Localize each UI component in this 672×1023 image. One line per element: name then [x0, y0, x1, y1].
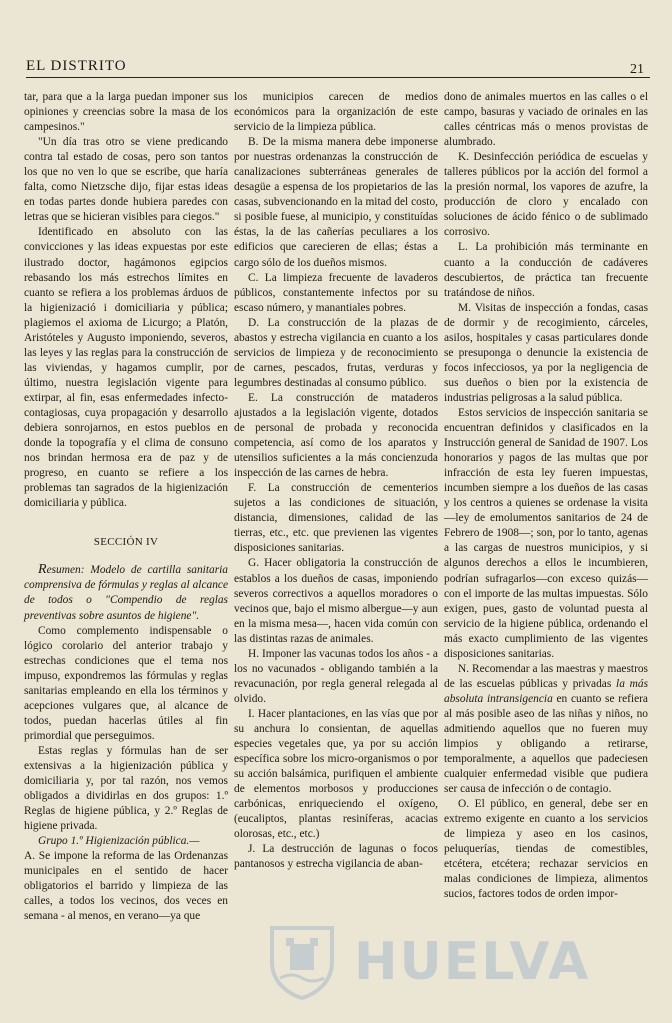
rule-item-n-text-end: en cuanto se refiera al más posible aseo de las niñas y niños, no admitiendo aquellos que no fueren muy limpios y obligando a retirarse, temporalmente, a aquellos que padeciesen cualquier enfermedad visible que pudiera ser causa de infección o de contagio. — [444, 692, 648, 796]
page-number: 21 — [630, 62, 644, 77]
section-heading: SECCIÓN IV — [93, 536, 159, 549]
rule-item-f: F. La construcción de cementerios sujetos a las condiciones de situación, distancia, dimensiones, calidad de las tierras, etc., etc. que previenen las vigentes disposiciones sanitarias. — [234, 482, 438, 555]
rule-item-g: G. Hacer obligatoria la construcción de establos a los dueños de casas, imponiendo severos correctivos a aquellos moradores o vecinos que, bajo el mismo albergue—y aun en la misma mesa—, hacen vida común con las distintas razas de animales. — [234, 557, 438, 645]
column-2 — [234, 90, 438, 872]
paragraph: "Un día tras otro se viene predicando contra tal estado de cosas, pero son tantos los que no ven lo que se escribe, que haría falta, como Nietzsche dijo, fijar estas ideas en todas partes donde hubiera paredes con letras que se hicieran visibles para ciegos." — [24, 136, 228, 224]
rule-item-k: K. Desinfección periódica de escuelas y talleres públicos por la acción del formol a la presión normal, los vapores de azufre, la producción de cloro y encalado con soluciones de ácido fénico o de sublimado corrosivo. — [444, 151, 648, 239]
rule-item-j: J. La destrucción de lagunas o focos pantanosos y estrecha vigilancia de aban- — [234, 843, 438, 871]
rule-item-a: A. Se impone la reforma de las Ordenanzas municipales en el sentido de hacer obligatorios el barrido y limpieza de las calles, a todos los vecinos, dos veces en semana - al menos, en verano—ya que — [24, 850, 228, 923]
header-rule — [26, 77, 650, 78]
summary-text: esumen: Modelo de cartilla sanitaria comprensiva de fórmulas y reglas al alcance de todos o "Compendio de reglas preventivas sobre asuntos de higiene". — [24, 564, 228, 622]
shield-icon — [266, 922, 338, 1000]
group-heading: Grupo 1.º Higienización pública.— — [38, 835, 200, 848]
paragraph: dono de animales muertos en las calles o el campo, basuras y vaciado de orinales en las calles céntricas más o menos provistas de alumbrado. — [444, 91, 648, 149]
column-1 — [24, 90, 228, 924]
page-header — [26, 56, 650, 78]
rule-item-i: I. Hacer plantaciones, en las vías que por su anchura lo consientan, de aquellas especies vegetales que, ya por su acción específica sobre los micro-organismos o por su acción balsámica, purifiquen el ambiente de elementos morbosos y producciones carbónicas, enriqueciendo el oxígeno, (eucaliptos, plantas resiníferas, acacias olorosas, etc., etc.) — [234, 707, 438, 841]
rule-item-n-text: N. Recomendar a las maestras y maestros de las escuelas públicas y privadas — [444, 662, 648, 690]
paragraph: los municipios carecen de medios económicos para la organización de este servicio de la limpieza pública. — [234, 91, 438, 134]
rule-item-h: H. Imponer las vacunas todos los años - a los no vacunados - obligando también a la revacunación, por regla general relegada al olvido. — [234, 647, 438, 705]
paragraph: Como complemento indispensable o lógico corolario del anterior trabajo y estrechas condiciones que el tema nos impuso, expondremos las fórmulas y reglas sanitarias empleando en ella los términos y acepciones vulgares que, al alcance de todos, puedan hacerlas útiles al fin primordial que perseguimos. — [24, 624, 228, 742]
rule-item-n — [444, 662, 648, 797]
journal-title: EL DISTRITO — [26, 58, 127, 74]
rule-item-c: C. La limpieza frecuente de lavaderos públicos, constantemente infectos por su escaso número, y manantiales pobres. — [234, 271, 438, 314]
rule-item-l: L. La prohibición más terminante en cuanto a la conducción de cadáveres descubiertos, de práctica tan frecuente tratándose de niños. — [444, 241, 648, 299]
archive-watermark — [266, 922, 626, 1002]
summary-initial: R — [38, 562, 47, 578]
summary-paragraph — [24, 562, 228, 623]
paragraph: Estas reglas y fórmulas han de ser extensivas a la higienización pública y domiciliaria y, por tal razón, nos vemos obligados a dividirlas en dos grupos: 1.º Reglas de higiene pública, y 2.º Reglas de higiene privada. — [24, 744, 228, 833]
rule-item-e: E. La construcción de mataderos ajustados a la legislación vigente, dotados de personal de probada y reconocida competencia, así como de los aparatos y utensilios suficientes a la más concienzuda inspección de las carnes de hebra. — [234, 391, 438, 480]
paragraph: Identificado en absoluto con las convicciones y las ideas expuestas por este ilustrado doctor, hagámonos egipcios rebasando los más estrechos límites en cuanto se refiera a los problemas árduos de la higienizació i domiciliaria y pública; plagiemos el axioma de Licurgo; a Platón, Aristóteles y Augusto imponiendo, severos, las leyes y las reglas para la construcción de las viviendas, y hagamos cumplir, por último, nuestra legislación vigente para extirpar, al fin, esas enfermedades infecto-contagiosas, cuya propagación y desarrollo debiera sonrojarnos, en estos pueblos en donde la topografía y el clima de consuno nos brindan hermosa era de paz y de progreso, en cuanto se refiere a los problemas tan sagrados de la higienización domiciliaria y pública. — [24, 226, 228, 510]
column-3 — [444, 90, 648, 903]
rule-item-n-emphasis: la más absoluta intransigencia — [444, 677, 649, 705]
rule-item-o: O. El público, en general, debe ser en extremo exigente en cuanto a los servicios de limpieza y aseo en los casinos, peluquerías, tiendas de comestibles, etcétera, etcétera; rechazar servicios en malas condiciones de limpieza, alimentos sucios, factores todos de orden impor- — [444, 798, 648, 901]
paragraph: Estos servicios de inspección sanitaria se encuentran definidos y clasificados en la Instrucción general de Sanidad de 1907. Los honorarios y pagos de las multas que por infracción de esta ley fueren impuestas, incumben siempre a los dueños de las casas y los centros a quienes se ordenase la visita—ley de emolumentos sanitarios de 24 de Febrero de 1908—; son, por lo tanto, agenas a las cargas de nuestros municipios, y si algunos derechos a ellos le incumbieren, podrían sufragarlos—con exceso quizás—con el importe de las multas impuestas. Sólo exigen, pues, gasto de voluntad puesta al servicio de la higiene pública, ordenando el más exacto cumplimiento de las vigentes disposiciones sanitarias. — [444, 406, 648, 660]
rule-item-b: B. De la misma manera debe imponerse por nuestras ordenanzas la construcción de canalizaciones subterráneas generales de desagüe a espensa de los propietarios de las casas, subvencionando en la mitad del costo, si posible fuese, al municipio, y constituídas éstas, la de las cañerías peculiares a los edificios que carecieren de ellas; éstas a cargo sólo de los dueños mismos. — [234, 136, 438, 269]
paragraph: tar, para que a la larga puedan imponer sus opiniones y creencias sobre la masa de los campesinos." — [24, 91, 228, 134]
watermark-text: HUELVA — [354, 932, 591, 992]
rule-item-d: D. La construcción de la plazas de abastos y estrecha vigilancia en cuanto a los servicios de limpieza y de reconocimiento de carnes, pescados, frutas, verduras y legumbres destinadas al consumo público. — [234, 316, 438, 389]
rule-item-m: M. Visitas de inspección a fondas, casas de dormir y de recogimiento, cárceles, asilos, hospitales y casas particulares donde se presuponga o denuncie la existencia de focos infecciosos, ya por la negligencia de sus dueños o bien por la existencia de industrias peligrosas a la salud pública. — [444, 301, 648, 404]
